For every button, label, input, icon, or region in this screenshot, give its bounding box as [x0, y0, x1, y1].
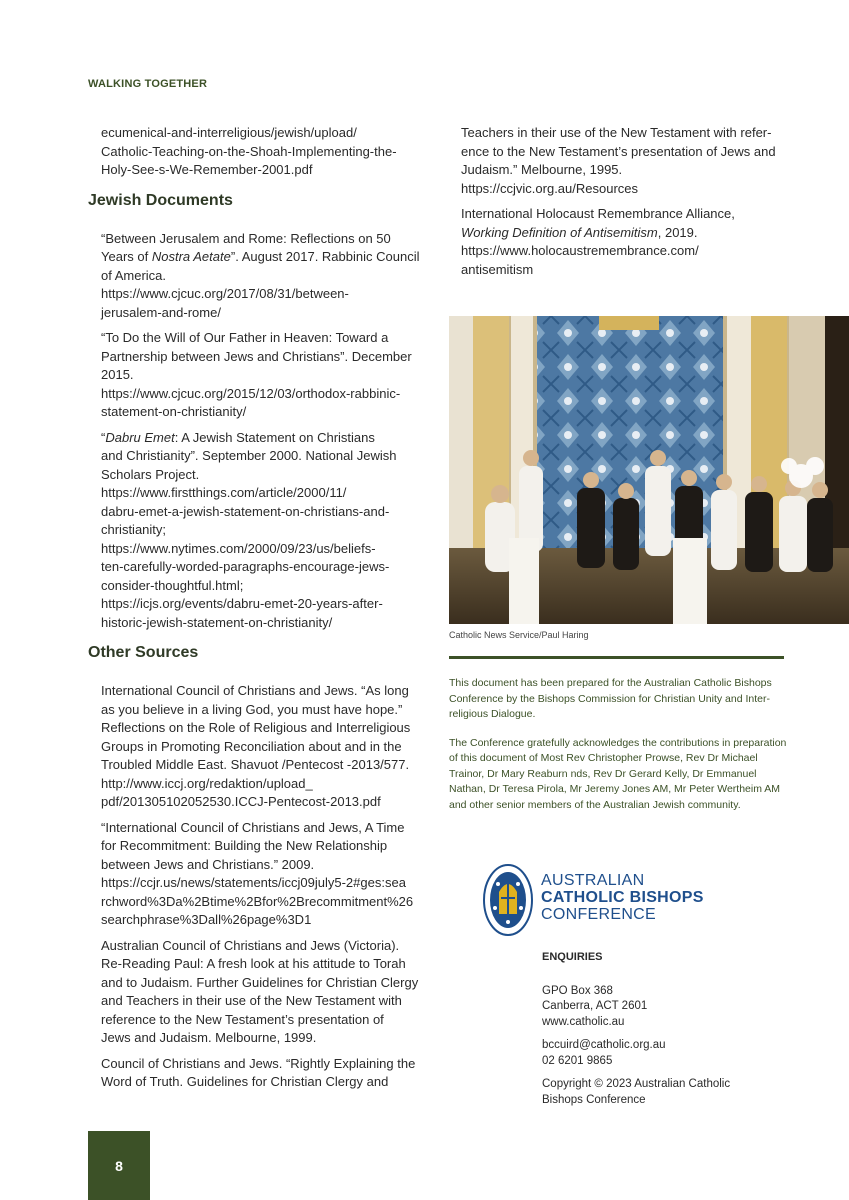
reference-link[interactable]: https://www.nytimes.com/2000/09/23/us/beliefs-	[101, 540, 376, 556]
reference-entry: Teachers in their use of the New Testament with refer- ence to the New Testament’s presentation of Jews and Judaism.” Melbourne, 1995. https://ccjvic.org.au/Resources	[461, 124, 791, 198]
reference-link[interactable]: https://www.cjcuc.org/2017/08/31/between-	[101, 286, 349, 301]
reference-link[interactable]: pdf/201305102052530.ICCJ-Pentecost-2013.pdf	[101, 794, 381, 809]
reference-link[interactable]: historic-jewish-statement-on-christianity/	[101, 614, 333, 630]
phone-number: 02 6201 9865	[542, 1054, 613, 1067]
reference-entry: “Between Jerusalem and Rome: Reflections on 50 Years of Nostra Aetate”. August 2017. Rabbinic Council of America. https://www.cjcuc.org/2017/08/31/between- jerusalem-and-rome/	[101, 230, 428, 323]
reference-link[interactable]: statement-on-christianity/	[101, 404, 247, 419]
reference-entry: “To Do the Will of Our Father in Heaven: Toward a Partnership between Jews and Christians”. December 2015. https://www.cjcuc.org/2015/12/03/orthodox-rabbinic- statement-on-christianity/	[101, 329, 428, 422]
section-heading-other-sources: Other Sources	[88, 644, 199, 661]
reference-link[interactable]: https://icjs.org/events/dabru-emet-20-years-after-	[101, 596, 383, 611]
website-link[interactable]: www.catholic.au	[542, 1015, 625, 1028]
synagogue-photo	[449, 316, 849, 624]
enquiries-title: ENQUIRIES	[542, 951, 603, 963]
reference-link[interactable]: https://www.firstthings.com/article/2000/11/	[101, 485, 347, 500]
logo-wordmark: AUSTRALIAN CATHOLIC BISHOPS CONFERENCE	[541, 872, 704, 923]
preparation-note	[449, 676, 789, 826]
reference-link[interactable]: https://ccjvic.org.au/Resources	[461, 180, 639, 196]
reference-entry: Council of Christians and Jews. “Rightly Explaining the Word of Truth. Guidelines for Christian Clergy and	[101, 1055, 416, 1089]
copyright-notice: Copyright © 2023 Australian Catholic Bishops Conference	[542, 1078, 731, 1106]
reference-link[interactable]: https://www.holocaustremembrance.com/	[461, 243, 699, 258]
continued-reference: ecumenical-and-interreligious/jewish/upload/ Catholic-Teaching-on-the-Shoah-Implementing-the- Holy-See-s-We-Remember-2001.pdf	[101, 125, 397, 177]
reference-entry: “International Council of Christians and Jews, A Time for Recommitment: Building the New Relationship between Jews and Christians.” 2009. https://ccjr.us/news/statements/iccj09july5-2#ges:sea rchword%3Da%2Btime%2Bfor%2Brecommitment%26 searchphrase%3Dall%26page%3D1	[101, 819, 428, 930]
preparation-paragraph: This document has been prepared for the Australian Catholic Bishops Conference by the Bishops Commission for Christian Unity and Inter-religious Dialogue.	[449, 677, 772, 720]
reference-link[interactable]: antisemitism	[461, 261, 534, 277]
enquiries-block	[542, 950, 802, 1116]
reference-link[interactable]: rchword%3Da%2Btime%2Bfor%2Brecommitment%26	[101, 893, 414, 909]
reference-link[interactable]: ten-carefully-worded-paragraphs-encourage-jews-	[101, 559, 390, 574]
reference-entry: International Holocaust Remembrance Alliance, Working Definition of Antisemitism, 2019. https://www.holocaustremembrance.com/ antisemitism	[461, 205, 791, 279]
reference-entry: “Dabru Emet: A Jewish Statement on Christians and Christianity”. September 2000. National Jewish Scholars Project. https://www.firstthings.com/article/2000/11/ dabru-emet-a-jewish-statement-on-christians-and- christianity; https://www.nytimes.com/2000/09/23/us/beliefs- ten-carefully-worded-paragraphs-encourage-jews- consider-thoughtful.html; https://icjs.org/events/dabru-emet-20-years-after- historic-jewish-statement-on-christianity/	[101, 429, 428, 633]
reference-link[interactable]: searchphrase%3Dall%26page%3D1	[101, 912, 312, 927]
contact-details	[542, 1038, 802, 1069]
acbc-logo	[482, 862, 782, 938]
reference-link[interactable]: christianity;	[101, 522, 167, 537]
divider-rule	[449, 656, 784, 659]
email-link[interactable]: bccuird@catholic.org.au	[542, 1039, 666, 1051]
reference-link[interactable]: consider-thoughtful.html;	[101, 577, 244, 593]
running-head: WALKING TOGETHER	[88, 78, 208, 90]
reference-entry: International Council of Christians and Jews. “As long as you believe in a living God, you must have hope.” Reflections on the Role of Religious and Interreligious Groups in Promoting Reconciliation about and in the Troubled Middle East. Shavuot /Pentecost -2013/577. http://www.iccj.org/redaktion/upload_ pdf/201305102052530.ICCJ-Pentecost-2013.pdf	[101, 682, 428, 812]
reference-entry: Australian Council of Christians and Jews (Victoria). Re-Reading Paul: A fresh look at his attitude to Torah and to Judaism. Further Guidelines for Christian Clergy and Teachers in their use of the New Testament with reference to the New Testament’s presentation of Jews and Judaism. Melbourne, 1999.	[101, 937, 419, 1045]
postal-address: GPO Box 368 Canberra, ACT 2601 www.catholic.au	[542, 984, 802, 1031]
photo-credit: Catholic News Service/Paul Haring	[449, 630, 589, 640]
left-column	[88, 124, 428, 1099]
page-number: 8	[88, 1131, 150, 1200]
reference-link[interactable]: https://ccjr.us/news/statements/iccj09july5-2#ges:sea	[101, 875, 406, 890]
reference-link[interactable]: jerusalem-and-rome/	[101, 304, 221, 320]
reference-link[interactable]: http://www.iccj.org/redaktion/upload_	[101, 775, 313, 791]
section-heading-jewish-documents: Jewish Documents	[88, 191, 233, 209]
reference-link[interactable]: https://www.cjcuc.org/2015/12/03/orthodox-rabbinic-	[101, 385, 401, 401]
right-column	[461, 124, 791, 286]
crest-icon	[482, 862, 534, 938]
reference-link[interactable]: dabru-emet-a-jewish-statement-on-christians-and-	[101, 503, 390, 519]
acknowledgements-paragraph: The Conference gratefully acknowledges the contributions in preparation of this document of Most Rev Christopher Prowse, Rev Dr Michael Trainor, Dr Mary Reaburn nds, Rev Dr Gerard Kelly, Dr Emmanuel Nathan, Dr Teresa Pirola, Mr Jeremy Jones AM, Mr Peter Wertheim AM and other senior members of the Australian Jewish community.	[449, 736, 787, 811]
